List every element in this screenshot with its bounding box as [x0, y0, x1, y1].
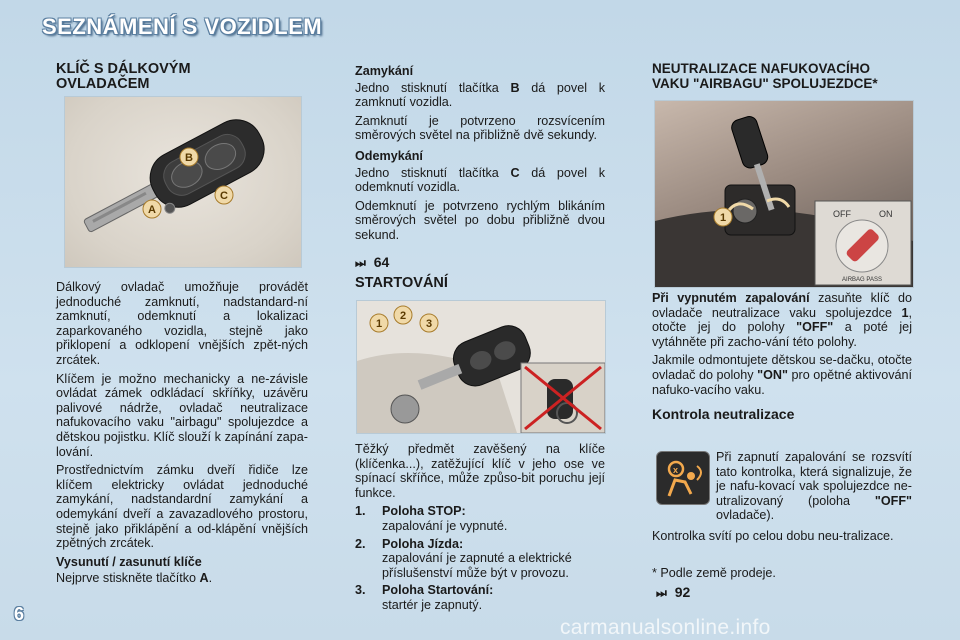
- key-remote-photo: [64, 96, 302, 268]
- key-remote-illustration: [65, 97, 301, 267]
- subheading-key-fold: Vysunutí / zasunutí klíče: [56, 554, 202, 569]
- list-item: 3. Poloha Startování: startér je zapnutý.: [355, 583, 494, 612]
- airbag-switch-illustration: [655, 101, 913, 287]
- paragraph: Zamknutí je potvrzeno rozsvícením směrových světel na přibližně dvě sekundy.: [355, 113, 605, 143]
- paragraph: Prostřednictvím zámku dveří řidiče lze klíčem elektricky ovládat jednoduché zamykání, nadstandardní zamykání a odemykání dveří a zavazadlového prostoru, stejně jako přiklápění a od-klápění vnějších zpětných zrcátek.: [56, 463, 308, 551]
- svg-text:C: C: [220, 190, 228, 202]
- svg-text:A: A: [148, 204, 156, 216]
- airbag-switch-inset: [815, 201, 911, 285]
- position-2-label: [394, 306, 412, 324]
- key-description: [56, 280, 308, 590]
- starting-description: [355, 442, 605, 616]
- paragraph: Těžký předmět zavěšený na klíče (klíčenka...), zatěžující klíč v jeho ose ve spínací skříňce, může způso-bit poruchu její funkce.: [355, 442, 605, 500]
- paragraph: Klíčem je možno mechanicky a ne-závisle ovládat zámek odkládací skříňky, uzávěru palivové nádrže, ovladač neutralizace nafukovacího vaku "airbagu" spolujezdce a dětskou pojistku. Klíč slouží k zapínání zapa-lování.: [56, 371, 308, 459]
- list-item: 1. Poloha STOP: zapalování je vypnuté.: [355, 504, 508, 533]
- watermark: carmanualsonline.info: [560, 616, 771, 639]
- heading-line-2: VAKU "AIRBAGU" SPOLUJEZDCE*: [652, 75, 878, 91]
- svg-text:3: 3: [425, 318, 433, 330]
- ignition-illustration: [357, 301, 605, 433]
- airbag-off-warning-icon: [656, 451, 710, 505]
- position-3-label: [420, 314, 438, 332]
- column-key-remote: [56, 62, 308, 92]
- subheading-unlocking: Odemykání: [355, 148, 423, 163]
- warning-light-duration: [652, 529, 912, 548]
- footnote: [652, 566, 912, 600]
- callout-b: [180, 148, 198, 166]
- column-locking: [355, 64, 605, 291]
- list-item: 2. Poloha Jízda: zapalování je zapnuté a elektrické příslušenství může být v provozu.: [355, 536, 572, 580]
- section-heading-airbag: [652, 62, 914, 91]
- column-airbag: [652, 62, 914, 91]
- page-reference-link[interactable]: [355, 255, 605, 271]
- svg-text:x: x: [673, 465, 679, 475]
- svg-text:ON: ON: [879, 209, 893, 219]
- paragraph: Jakmile odmontujete dětskou se-dačku, otočte ovladač do polohy "ON" pro opětné aktivování nafuko-vacího vaku.: [652, 353, 913, 397]
- paragraph: Nejprve stiskněte tlačítko A.: [56, 571, 213, 586]
- paragraph: Kontrolka svítí po celou dobu neu-tralizace.: [652, 529, 894, 543]
- subheading-locking: Zamykání: [355, 64, 414, 78]
- paragraph: Jedno stisknutí tlačítka B dá povel k zamknutí vozidla.: [355, 80, 605, 110]
- paragraph: Při zapnutí zapalování se rozsvítí tato kontrolka, která signalizuje, že je nafu-kovací vak spolujezdce ne-utralizovaný (poloha "OFF" ovladače).: [716, 450, 912, 523]
- svg-text:OFF: OFF: [833, 209, 851, 219]
- switch-callout-1: [714, 208, 732, 226]
- svg-text:1: 1: [375, 318, 383, 330]
- ignition-lock: [391, 395, 419, 423]
- subheading-control: Kontrola neutralizace: [652, 406, 795, 423]
- keyring-warning-inset: [521, 363, 605, 433]
- page-number: 6: [14, 604, 25, 624]
- svg-text:2: 2: [399, 310, 407, 322]
- airbag-description: [652, 291, 912, 426]
- fast-forward-icon: ⏭: [656, 585, 667, 600]
- footnote-text: * Podle země prodeje.: [652, 566, 776, 580]
- callout-a: [143, 200, 161, 218]
- position-1-label: [370, 314, 388, 332]
- heading-line-2: OVLADAČEM: [56, 76, 150, 92]
- reference-page-number: 92: [674, 583, 691, 600]
- svg-text:1: 1: [719, 212, 727, 224]
- paragraph: Jedno stisknutí tlačítka C dá povel k odemknutí vozidla.: [355, 165, 605, 195]
- warning-light-description: [716, 450, 912, 527]
- heading-line-1: KLÍČ S DÁLKOVÝM: [56, 61, 191, 77]
- page-reference-link[interactable]: [656, 585, 912, 601]
- callout-c: [215, 186, 233, 204]
- section-heading-key: [56, 62, 308, 92]
- ignition-photo: [356, 300, 606, 434]
- svg-text:B: B: [185, 152, 193, 164]
- paragraph: Odemknutí je potvrzeno rychlým blikáním směrových světel po dobu přibližně dvou sekund.: [355, 198, 605, 242]
- fast-forward-icon: ⏭: [355, 255, 366, 270]
- airbag-switch-photo: [654, 100, 914, 288]
- section-heading-starting: STARTOVÁNÍ: [355, 275, 448, 292]
- paragraph: Dálkový ovladač umožňuje provádět jednoduché zamknutí, nadstandard-ní zamknutí, odemknutí a lokalizaci zaparkovaného vozidla, stejně jako přiklopení a odklopení vnějších zpět-ných zrcátek.: [56, 280, 308, 367]
- ignition-positions-list: [355, 504, 605, 612]
- paragraph: Při vypnutém zapalování zasuňte klíč do ovladače neutralizace vaku spolujezdce 1, otočte jej do polohy "OFF" a poté jej vytáhněte při zacho-vání této polohy.: [652, 291, 913, 349]
- reference-page-number: 64: [373, 253, 390, 270]
- heading-line-1: NEUTRALIZACE NAFUKOVACÍHO: [652, 61, 870, 76]
- page-title: SEZNÁMENÍ S VOZIDLEM: [42, 14, 323, 39]
- svg-text:AIRBAG PASS: AIRBAG PASS: [842, 277, 882, 283]
